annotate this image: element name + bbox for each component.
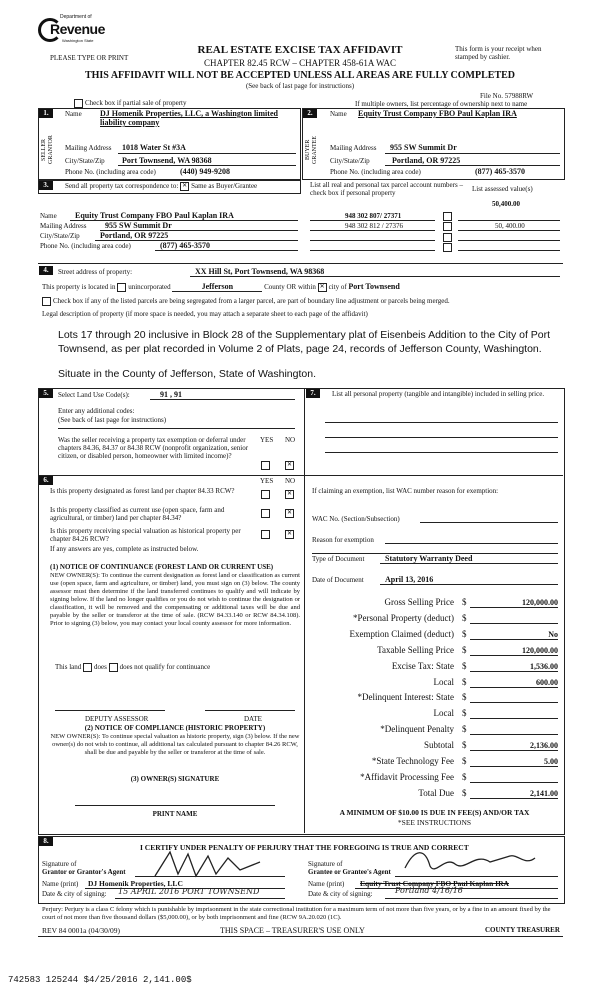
instructions-note: (See back of last page for instructions) xyxy=(245,82,355,90)
historic-yes-checkbox[interactable] xyxy=(261,530,270,539)
perjury-notice: Perjury: Perjury is a class C felony which is punishable by imprisonment in the state correctional institution for a maximum term of not more than five years, or by a fine in an amount fixed by the court of not more than five thousand dollars ($5,000.00), or by both imprisonment and fine (RCW 9A.20.020 (1C). xyxy=(42,906,551,921)
calc-value-2[interactable]: No xyxy=(548,630,558,639)
calc-underline xyxy=(470,718,558,719)
s5-no-header: NO xyxy=(285,436,296,444)
calc-label-0: Gross Selling Price xyxy=(384,597,454,607)
correspondence-label xyxy=(65,182,257,191)
parcel-number-1[interactable]: 948 302 807/ 27371 xyxy=(345,212,402,220)
segregated-checkbox[interactable] xyxy=(42,297,51,306)
s5-yes-header: YES xyxy=(260,436,274,444)
unincorporated-checkbox[interactable] xyxy=(117,283,126,292)
does-label: does xyxy=(94,663,107,672)
notice1-body: NEW OWNER(S): To continue the current designation as forest land or classification as current use (open space, farm and agriculture, or timber) land, you must sign on (3) below. The county assessor must then determine if the land transferred continues to qualify and will indicate by signing below. If the land no longer qualifies or you do not wish to continue the designation or classification, it will be removed and the compensating or additional taxes will be due and payable by the seller or transferor at the time of sale. (RCW 84.33.140 or RCW 84.34.108). Prior to signing (3) below, you may contact your local county assessor for more information. xyxy=(50,572,300,627)
doc-type-label: Type of Document xyxy=(312,555,365,563)
partial-sale-label: Check box if partial sale of property xyxy=(85,99,187,108)
section-8-number: 8. xyxy=(39,837,53,846)
calc-label-9: Subtotal xyxy=(423,740,454,750)
seller-name-value[interactable]: DJ Homenik Properties, LLC, a Washington limited liability company xyxy=(100,109,278,127)
calc-dollar-sign: $ xyxy=(462,756,467,766)
assessed-label: List assessed value(s) xyxy=(472,185,533,193)
calc-underline xyxy=(470,623,558,624)
receipt-stamp-line: 742583 125244 $4/25/2016 2,141.00$ xyxy=(8,975,192,985)
calc-underline xyxy=(470,798,558,799)
form-title: REAL ESTATE EXCISE TAX AFFIDAVIT xyxy=(197,44,403,56)
land-use-label: Select Land Use Code(s): xyxy=(58,391,130,399)
calc-dollar-sign: $ xyxy=(462,724,467,734)
corr-phone-label: Phone No. (including area code) xyxy=(40,242,131,250)
calc-value-5[interactable]: 600.00 xyxy=(536,678,558,687)
legal-label: Legal description of property (if more space is needed, you may attach a separate sheet to each page of the affidavit) xyxy=(42,310,368,318)
exemption-question: Was the seller receiving a property tax exemption or deferral under chapters 84.36, 84.37 or 84.38 RCW (nonprofit organization, senior citizen, or disabled person, homeowner with limited income)? xyxy=(58,436,249,460)
historic-no-checkbox[interactable]: ✕ xyxy=(286,531,293,537)
calc-dollar-sign: $ xyxy=(462,645,467,655)
logo-word: Revenue xyxy=(50,21,105,37)
grantee-name-value[interactable]: Equity Trust Company FBO Paul Kaplan IRA xyxy=(360,879,509,888)
current-use-question: Is this property classified as current use (open space, farm and agricultural, or timber) land per chapter 84.34? xyxy=(50,506,225,522)
s5-exemption-no-checkbox[interactable]: ✕ xyxy=(286,462,293,468)
buyer-side-label: BUYER GRANTEE xyxy=(305,136,318,164)
this-land-label: This land xyxy=(55,663,82,672)
grantee-sig-label-2: Grantee or Grantee's Agent xyxy=(308,868,391,876)
calc-value-4[interactable]: 1,536.00 xyxy=(530,662,558,671)
calc-label-12: Total Due xyxy=(418,788,454,798)
calc-label-6: *Delinquent Interest: State xyxy=(357,692,454,702)
parcel-1-personal-checkbox[interactable] xyxy=(443,212,452,221)
same-as-buyer-checkbox[interactable]: ✕ xyxy=(182,183,188,189)
if-yes-note: If any answers are yes, complete as instructed below. xyxy=(50,545,199,553)
section-7-number: 7. xyxy=(306,389,320,398)
corr-name-label: Name xyxy=(40,212,57,220)
calc-underline xyxy=(470,687,558,688)
calc-label-4: Excise Tax: State xyxy=(391,661,454,671)
form-revision: REV 84 0001a (04/30/09) xyxy=(42,926,120,935)
exemption-claim-label: If claiming an exemption, list WAC number reason for exemption: xyxy=(312,487,499,495)
forest-no-checkbox[interactable]: ✕ xyxy=(286,491,293,497)
corr-name-value[interactable]: Equity Trust Company FBO Paul Kaplan IRA xyxy=(75,211,234,220)
grantor-signature-mark[interactable] xyxy=(150,848,270,880)
grantor-sig-label xyxy=(42,860,126,876)
section-5-number: 5. xyxy=(39,389,53,398)
dor-logo xyxy=(38,14,105,48)
historic-question: Is this property receiving special valuation as historical property per chapter 84.26 RCW? xyxy=(50,527,241,543)
calc-dollar-sign: $ xyxy=(462,629,467,639)
grantee-signature-mark[interactable] xyxy=(400,846,540,878)
forest-yes-checkbox[interactable] xyxy=(261,490,270,499)
grantee-sig-label-1: Signature of xyxy=(308,860,343,868)
calc-label-1: *Personal Property (deduct) xyxy=(353,613,454,623)
county-or-label: County OR within xyxy=(264,283,316,291)
personal-property-label: List all personal property (tangible and intangible) included in selling price. xyxy=(332,390,545,398)
segregated-label: Check box if any of the listed parcels are being segregated from a larger parcel, are part of boundary line adjustment or parcels being merged. xyxy=(53,297,450,306)
receipt-note: This form is your receipt when stamped by cashier. xyxy=(455,45,542,61)
file-number: File No. 57988RW xyxy=(480,92,534,100)
same-as-buyer-label: Same as Buyer/Grantee xyxy=(191,182,258,191)
calc-dollar-sign: $ xyxy=(462,740,467,750)
calc-label-5: Local xyxy=(433,677,454,687)
land-use-value[interactable]: 91 , 91 xyxy=(160,390,182,399)
calc-dollar-sign: $ xyxy=(462,708,467,718)
street-value[interactable]: XX Hill St, Port Townsend, WA 98368 xyxy=(195,267,325,276)
deputy-assessor-label: DEPUTY ASSESSOR xyxy=(85,715,149,723)
seller-city-value[interactable]: Port Townsend, WA 98368 xyxy=(122,156,212,165)
calc-dollar-sign: $ xyxy=(462,597,467,607)
owner-signature-label: (3) OWNER(S) SIGNATURE xyxy=(130,775,220,783)
buyer-phone-value[interactable]: (877) 465-3570 xyxy=(475,167,525,176)
located-text: This property is located in xyxy=(42,283,116,291)
seller-phone-value[interactable]: (440) 949-9208 xyxy=(180,167,230,176)
corr-city-label: City/State/Zip xyxy=(40,232,80,240)
buyer-phone-label: Phone No. (including area code) xyxy=(330,168,421,176)
parcel-number-2[interactable]: 948 302 812 / 27376 xyxy=(345,222,403,230)
calc-underline xyxy=(470,782,558,783)
section-1-number: 1. xyxy=(39,109,53,118)
calc-label-10: *State Technology Fee xyxy=(371,756,454,766)
grantor-date-label: Date & city of signing: xyxy=(42,890,107,898)
segregated-row xyxy=(42,297,450,306)
parcels-label: List all real and personal tax parcel account numbers – check box if personal property xyxy=(310,181,463,197)
seller-city-label: City/State/Zip xyxy=(65,157,105,165)
correspondence-text: Send all property tax correspondence to: xyxy=(65,182,179,191)
s6-no-header: NO xyxy=(285,477,296,485)
section-4-number: 4. xyxy=(39,266,53,275)
corr-mailing-label: Mailing Address xyxy=(40,222,87,230)
section-3-number: 3. xyxy=(39,181,53,190)
section-6-number: 6. xyxy=(39,476,53,485)
affidavit-warning: THIS AFFIDAVIT WILL NOT BE ACCEPTED UNLESS ALL AREAS ARE FULLY COMPLETED xyxy=(84,70,516,81)
logo-line2: Washington State xyxy=(62,38,94,43)
minimum-fee-note: A MINIMUM OF $10.00 IS DUE IN FEE(S) AND/OR TAX xyxy=(339,808,530,817)
assessed-value-1[interactable]: 50,400.00 xyxy=(492,200,520,208)
calc-underline xyxy=(470,655,558,656)
notice1-title: (1) NOTICE OF CONTINUANCE (FOREST LAND OR CURRENT USE) xyxy=(50,563,274,571)
doc-date-label: Date of Document xyxy=(312,576,364,584)
buyer-city-label: City/State/Zip xyxy=(330,157,370,165)
parcel-2-personal-checkbox[interactable] xyxy=(443,222,452,231)
wac-label: WAC No. (Section/Subsection) xyxy=(312,515,400,523)
partial-sale-checkbox[interactable] xyxy=(74,99,83,108)
buyer-name-value[interactable]: Equity Trust Company FBO Paul Kaplan IRA xyxy=(358,109,517,118)
continuance-row xyxy=(55,663,210,672)
calc-underline xyxy=(470,702,558,703)
current-use-yes-checkbox[interactable] xyxy=(261,509,270,518)
calc-underline xyxy=(470,734,558,735)
calc-label-3: Taxable Selling Price xyxy=(377,645,454,655)
legal-description[interactable]: Lots 17 through 20 inclusive in Block 28 of the Supplementary plat of Eisenbeis Addition to the City of Port Townsend, as per plat recorded in Volume 2 of Plats, page 24, records of Jefferson County, Washington. xyxy=(58,329,551,355)
doc-date-value[interactable]: April 13, 2016 xyxy=(385,575,434,584)
calc-dollar-sign: $ xyxy=(462,692,467,702)
grantee-name-label: Name (print) xyxy=(308,880,345,888)
grantor-sig-label-2: Grantor or Grantor's Agent xyxy=(42,868,126,876)
calc-value-12[interactable]: 2,141.00 xyxy=(530,789,558,798)
county-value[interactable]: Jefferson xyxy=(172,282,262,292)
city-checkbox[interactable]: ✕ xyxy=(319,283,325,290)
located-row xyxy=(42,282,400,292)
reason-label: Reason for exemption xyxy=(312,536,374,544)
grantor-name-value[interactable]: DJ Homenik Properties, LLC xyxy=(88,879,183,888)
grantee-date-value[interactable]: Portland 4/16/16 xyxy=(395,886,463,895)
seller-mailing-value[interactable]: 1018 Water St #3A xyxy=(122,143,186,152)
calc-dollar-sign: $ xyxy=(462,677,467,687)
city-of-label: city of xyxy=(328,283,347,291)
calc-value-10[interactable]: 5.00 xyxy=(544,757,558,766)
calc-label-2: Exemption Claimed (deduct) xyxy=(349,629,454,639)
buyer-mailing-value[interactable]: 955 SW Summit Dr xyxy=(390,143,457,152)
corr-city-value[interactable]: Portland, OR 97225 xyxy=(100,231,169,240)
calc-dollar-sign: $ xyxy=(462,613,467,623)
buyer-city-value[interactable]: Portland, OR 97225 xyxy=(392,156,461,165)
grantee-sig-label xyxy=(308,860,391,876)
seller-name-label: Name xyxy=(65,110,82,118)
type-or-print: PLEASE TYPE OR PRINT xyxy=(50,54,129,62)
calc-label-7: Local xyxy=(433,708,454,718)
calc-value-0[interactable]: 120,000.00 xyxy=(522,598,558,607)
calc-underline xyxy=(470,639,558,640)
calc-dollar-sign: $ xyxy=(462,788,467,798)
notice2-body: NEW OWNER(S): To continue special valuation as historic property, sign (3) below. If the new owner(s) do not wish to continue, all additional tax calculated pursuant to chapter 84.26 RCW, shall be due and payable by the seller or transferor at the time of sale. xyxy=(50,733,300,756)
buyer-mailing-label: Mailing Address xyxy=(330,144,377,152)
print-name-label: PRINT NAME xyxy=(152,810,198,818)
seller-mailing-label: Mailing Address xyxy=(65,144,112,152)
calc-underline xyxy=(470,607,558,608)
seller-side-label: SELLER GRANTOR xyxy=(41,135,54,165)
partial-sale-row xyxy=(74,99,186,108)
county-treasurer: COUNTY TREASURER xyxy=(485,926,560,934)
situate-text: Situate in the County of Jefferson, State of Washington. xyxy=(58,368,316,380)
parcel-4-personal-checkbox[interactable] xyxy=(443,243,452,252)
grantor-sig-label-1: Signature of xyxy=(42,860,77,868)
current-use-no-checkbox[interactable]: ✕ xyxy=(286,510,293,516)
parcel-3-personal-checkbox[interactable] xyxy=(443,233,452,242)
does-not-qualify-checkbox[interactable] xyxy=(109,663,118,672)
logo-line1: Department of xyxy=(60,14,92,20)
unincorporated-label: unincorporated xyxy=(128,283,171,291)
see-instructions: *SEE INSTRUCTIONS xyxy=(397,818,472,827)
form-subtitle: CHAPTER 82.45 RCW – CHAPTER 458-61A WAC xyxy=(204,58,396,68)
street-label: Street address of property: xyxy=(58,268,133,276)
treasurer-space: THIS SPACE – TREASURER'S USE ONLY xyxy=(220,926,365,935)
does-not-label: does not qualify for continuance xyxy=(119,663,211,672)
corr-phone-value[interactable]: (877) 465-3570 xyxy=(160,241,210,250)
city-value[interactable]: Port Townsend xyxy=(348,282,400,291)
seller-phone-label: Phone No. (including area code) xyxy=(65,168,156,176)
grantee-date-label: Date & city of signing: xyxy=(308,890,373,898)
grantor-name-label: Name (print) xyxy=(42,880,79,888)
s5-exemption-yes-checkbox[interactable] xyxy=(261,461,270,470)
doc-type-value[interactable]: Statutory Warranty Deed xyxy=(385,554,473,563)
forest-question: Is this property designated as forest land per chapter 84.33 RCW? xyxy=(50,487,235,495)
calc-value-3[interactable]: 120,000.00 xyxy=(522,646,558,655)
assessed-value-2[interactable]: 50, 400.00 xyxy=(495,222,525,230)
multiple-owners-note: If multiple owners, list percentage of ownership next to name xyxy=(355,100,528,108)
calc-label-8: *Delinquent Penalty xyxy=(380,724,454,734)
buyer-name-label: Name xyxy=(330,110,347,118)
calc-underline xyxy=(470,766,558,767)
calc-underline xyxy=(470,750,558,751)
certify-statement: I CERTIFY UNDER PENALTY OF PERJURY THAT THE FOREGOING IS TRUE AND CORRECT xyxy=(140,843,469,852)
calc-dollar-sign: $ xyxy=(462,661,467,671)
corr-mailing-value[interactable]: 955 SW Summit Dr xyxy=(105,221,172,230)
calc-underline xyxy=(470,671,558,672)
assessor-date-label: DATE xyxy=(244,715,262,723)
section-2-number: 2. xyxy=(303,109,317,118)
calc-dollar-sign: $ xyxy=(462,772,467,782)
calc-value-9[interactable]: 2,136.00 xyxy=(530,741,558,750)
s6-yes-header: YES xyxy=(260,477,274,485)
additional-codes-label: Enter any additional codes: xyxy=(58,407,135,415)
does-qualify-checkbox[interactable] xyxy=(83,663,92,672)
notice2-title: (2) NOTICE OF COMPLIANCE (HISTORIC PROPERTY) xyxy=(84,724,266,732)
calc-label-11: *Affidavit Processing Fee xyxy=(360,772,454,782)
grantor-date-value[interactable]: 15 APRIL 2016 PORT TOWNSEND xyxy=(118,887,260,896)
additional-codes-note: (See back of last page for instructions) xyxy=(58,416,167,424)
